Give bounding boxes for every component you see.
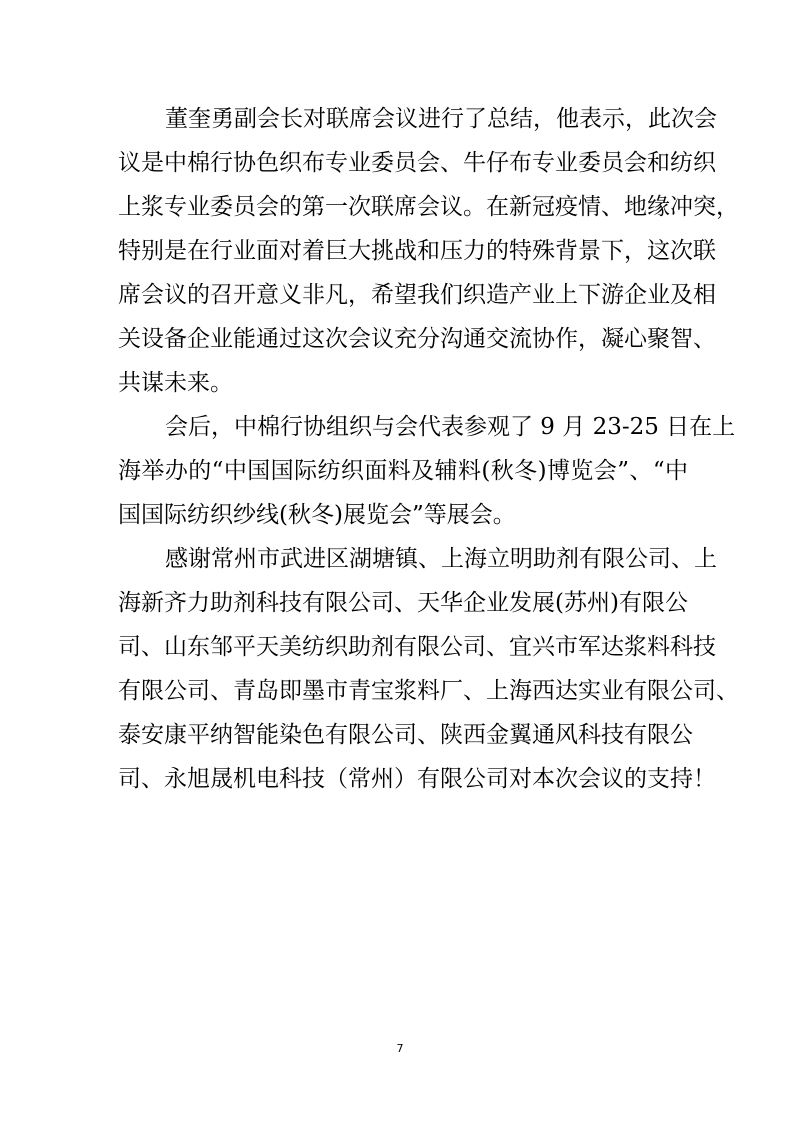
text-line: 泰安康平纳智能染色有限公司、陕西金翼通风科技有限公 — [118, 722, 693, 748]
text-line: 感谢常州市武进区湖塘镇、上海立明助剂有限公司、上 — [165, 546, 717, 572]
text-line: 上浆专业委员会的第一次联席会议。在新冠疫情、地缘冲突， — [118, 194, 739, 220]
text-line: 共谋未来。 — [118, 370, 233, 396]
text-line: 有限公司、青岛即墨市青宝浆料厂、上海西达实业有限公司、 — [118, 678, 739, 704]
text-line: 会后，中棉行协组织与会代表参观了 9 月 23-25 日在上 — [165, 414, 736, 440]
text-line: 关设备企业能通过这次会议充分沟通交流协作，凝心聚智、 — [118, 326, 716, 352]
text-line: 董奎勇副会长对联席会议进行了总结，他表示，此次会 — [165, 106, 717, 132]
page-number: 7 — [396, 1042, 404, 1055]
text-line: 议是中棉行协色织布专业委员会、牛仔布专业委员会和纺织 — [118, 150, 716, 176]
text-line: 特别是在行业面对着巨大挑战和压力的特殊背景下，这次联 — [118, 238, 716, 264]
text-line: 司、永旭晟机电科技（常州）有限公司对本次会议的支持！ — [118, 766, 716, 792]
text-line: 席会议的召开意义非凡，希望我们织造产业上下游企业及相 — [118, 282, 716, 308]
text-line: 国国际纺织纱线(秋冬)展览会”等展会。 — [118, 502, 516, 528]
text-line: 海新齐力助剂科技有限公司、天华企业发展(苏州)有限公 — [118, 590, 688, 616]
text-line: 司、山东邹平天美纺织助剂有限公司、宜兴市军达浆料科技 — [118, 634, 716, 660]
text-line: 海举办的“中国国际纺织面料及辅料(秋冬)博览会”、“中 — [118, 458, 688, 484]
